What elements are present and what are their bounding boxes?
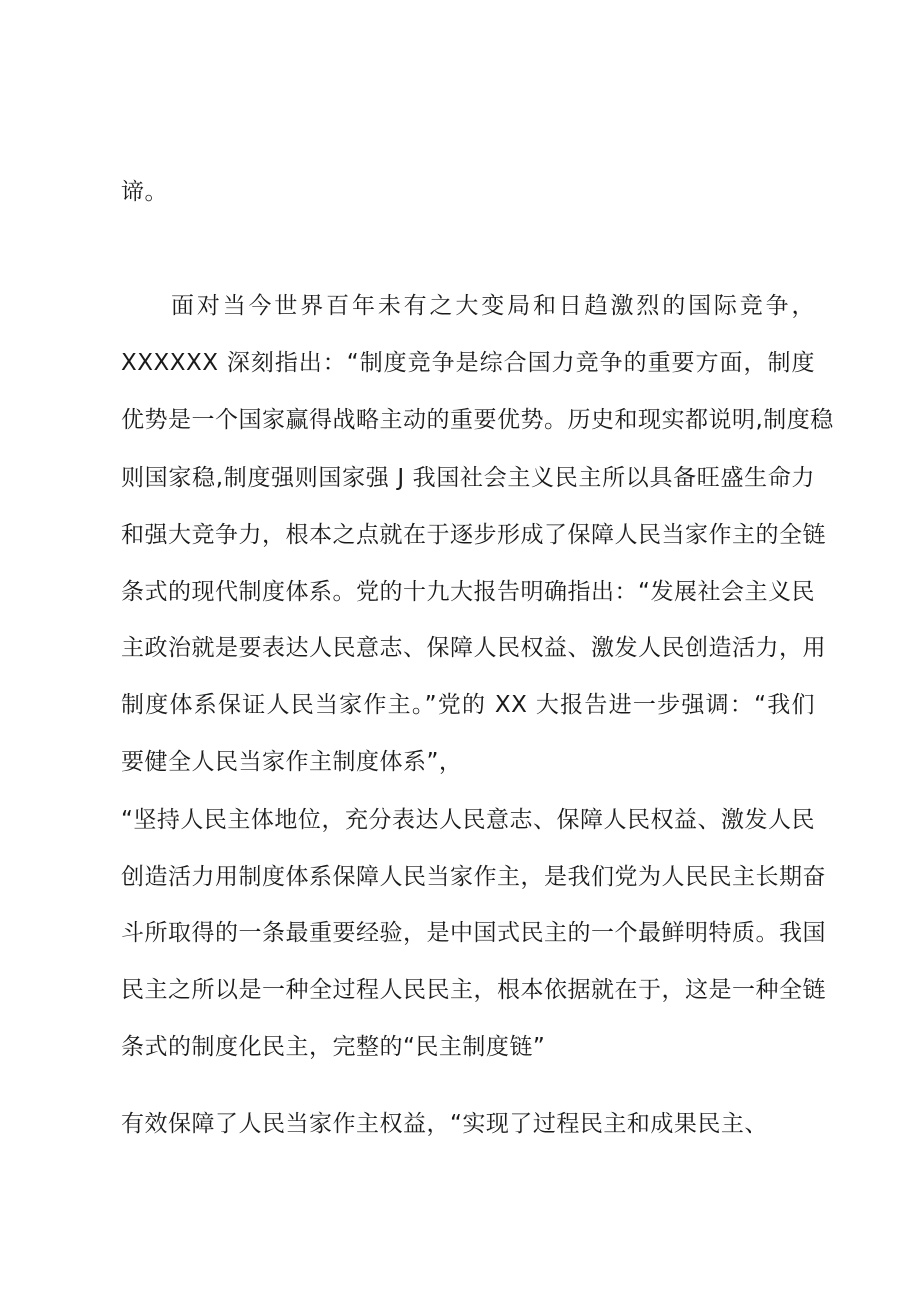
text-line: 优势是一个国家赢得战略主动的重要优势。历史和现实都说明,制度稳 bbox=[121, 407, 834, 433]
text-line: 有效保障了人民当家作主权益，“实现了过程民主和成果民主、 bbox=[121, 1111, 768, 1137]
text-line: 创造活力用制度体系保障人民当家作主，是我们党为人民民主长期奋 bbox=[121, 864, 826, 890]
text-line: 条式的制度化民主，完整的“民主制度链” bbox=[121, 1034, 546, 1060]
text-line: 制度体系保证人民当家作主。”党的 XX 大报告进一步强调：“我们 bbox=[121, 692, 815, 718]
paragraph-first-line: 面对当今世界百年未有之大变局和日趋激烈的国际竞争， bbox=[171, 293, 815, 319]
text-line: 条式的现代制度体系。党的十九大报告明确指出：“发展社会主义民 bbox=[121, 579, 815, 605]
text-line: 斗所取得的一条最重要经验，是中国式民主的一个最鲜明特质。我国 bbox=[121, 920, 826, 946]
text-line: 要健全人民当家作主制度体系”， bbox=[121, 749, 463, 775]
text-line: 则国家稳,制度强则国家强 J 我国社会主义民主所以具备旺盛生命力 bbox=[121, 465, 815, 491]
text-line: 主政治就是要表达人民意志、保障人民权益、激发人民创造活力，用 bbox=[121, 635, 826, 661]
text-line: 和强大竞争力，根本之点就在于逐步形成了保障人民当家作主的全链 bbox=[121, 522, 826, 548]
text-line: “坚持人民主体地位，充分表达人民意志、保障人民权益、激发人民 bbox=[121, 807, 815, 833]
text-line: 民主之所以是一种全过程人民民主，根本依据就在于，这是一种全链 bbox=[121, 977, 826, 1003]
text-line: 谛。 bbox=[121, 179, 168, 205]
text-line: XXXXXX 深刻指出：“制度竞争是综合国力竞争的重要方面，制度 bbox=[121, 350, 815, 376]
